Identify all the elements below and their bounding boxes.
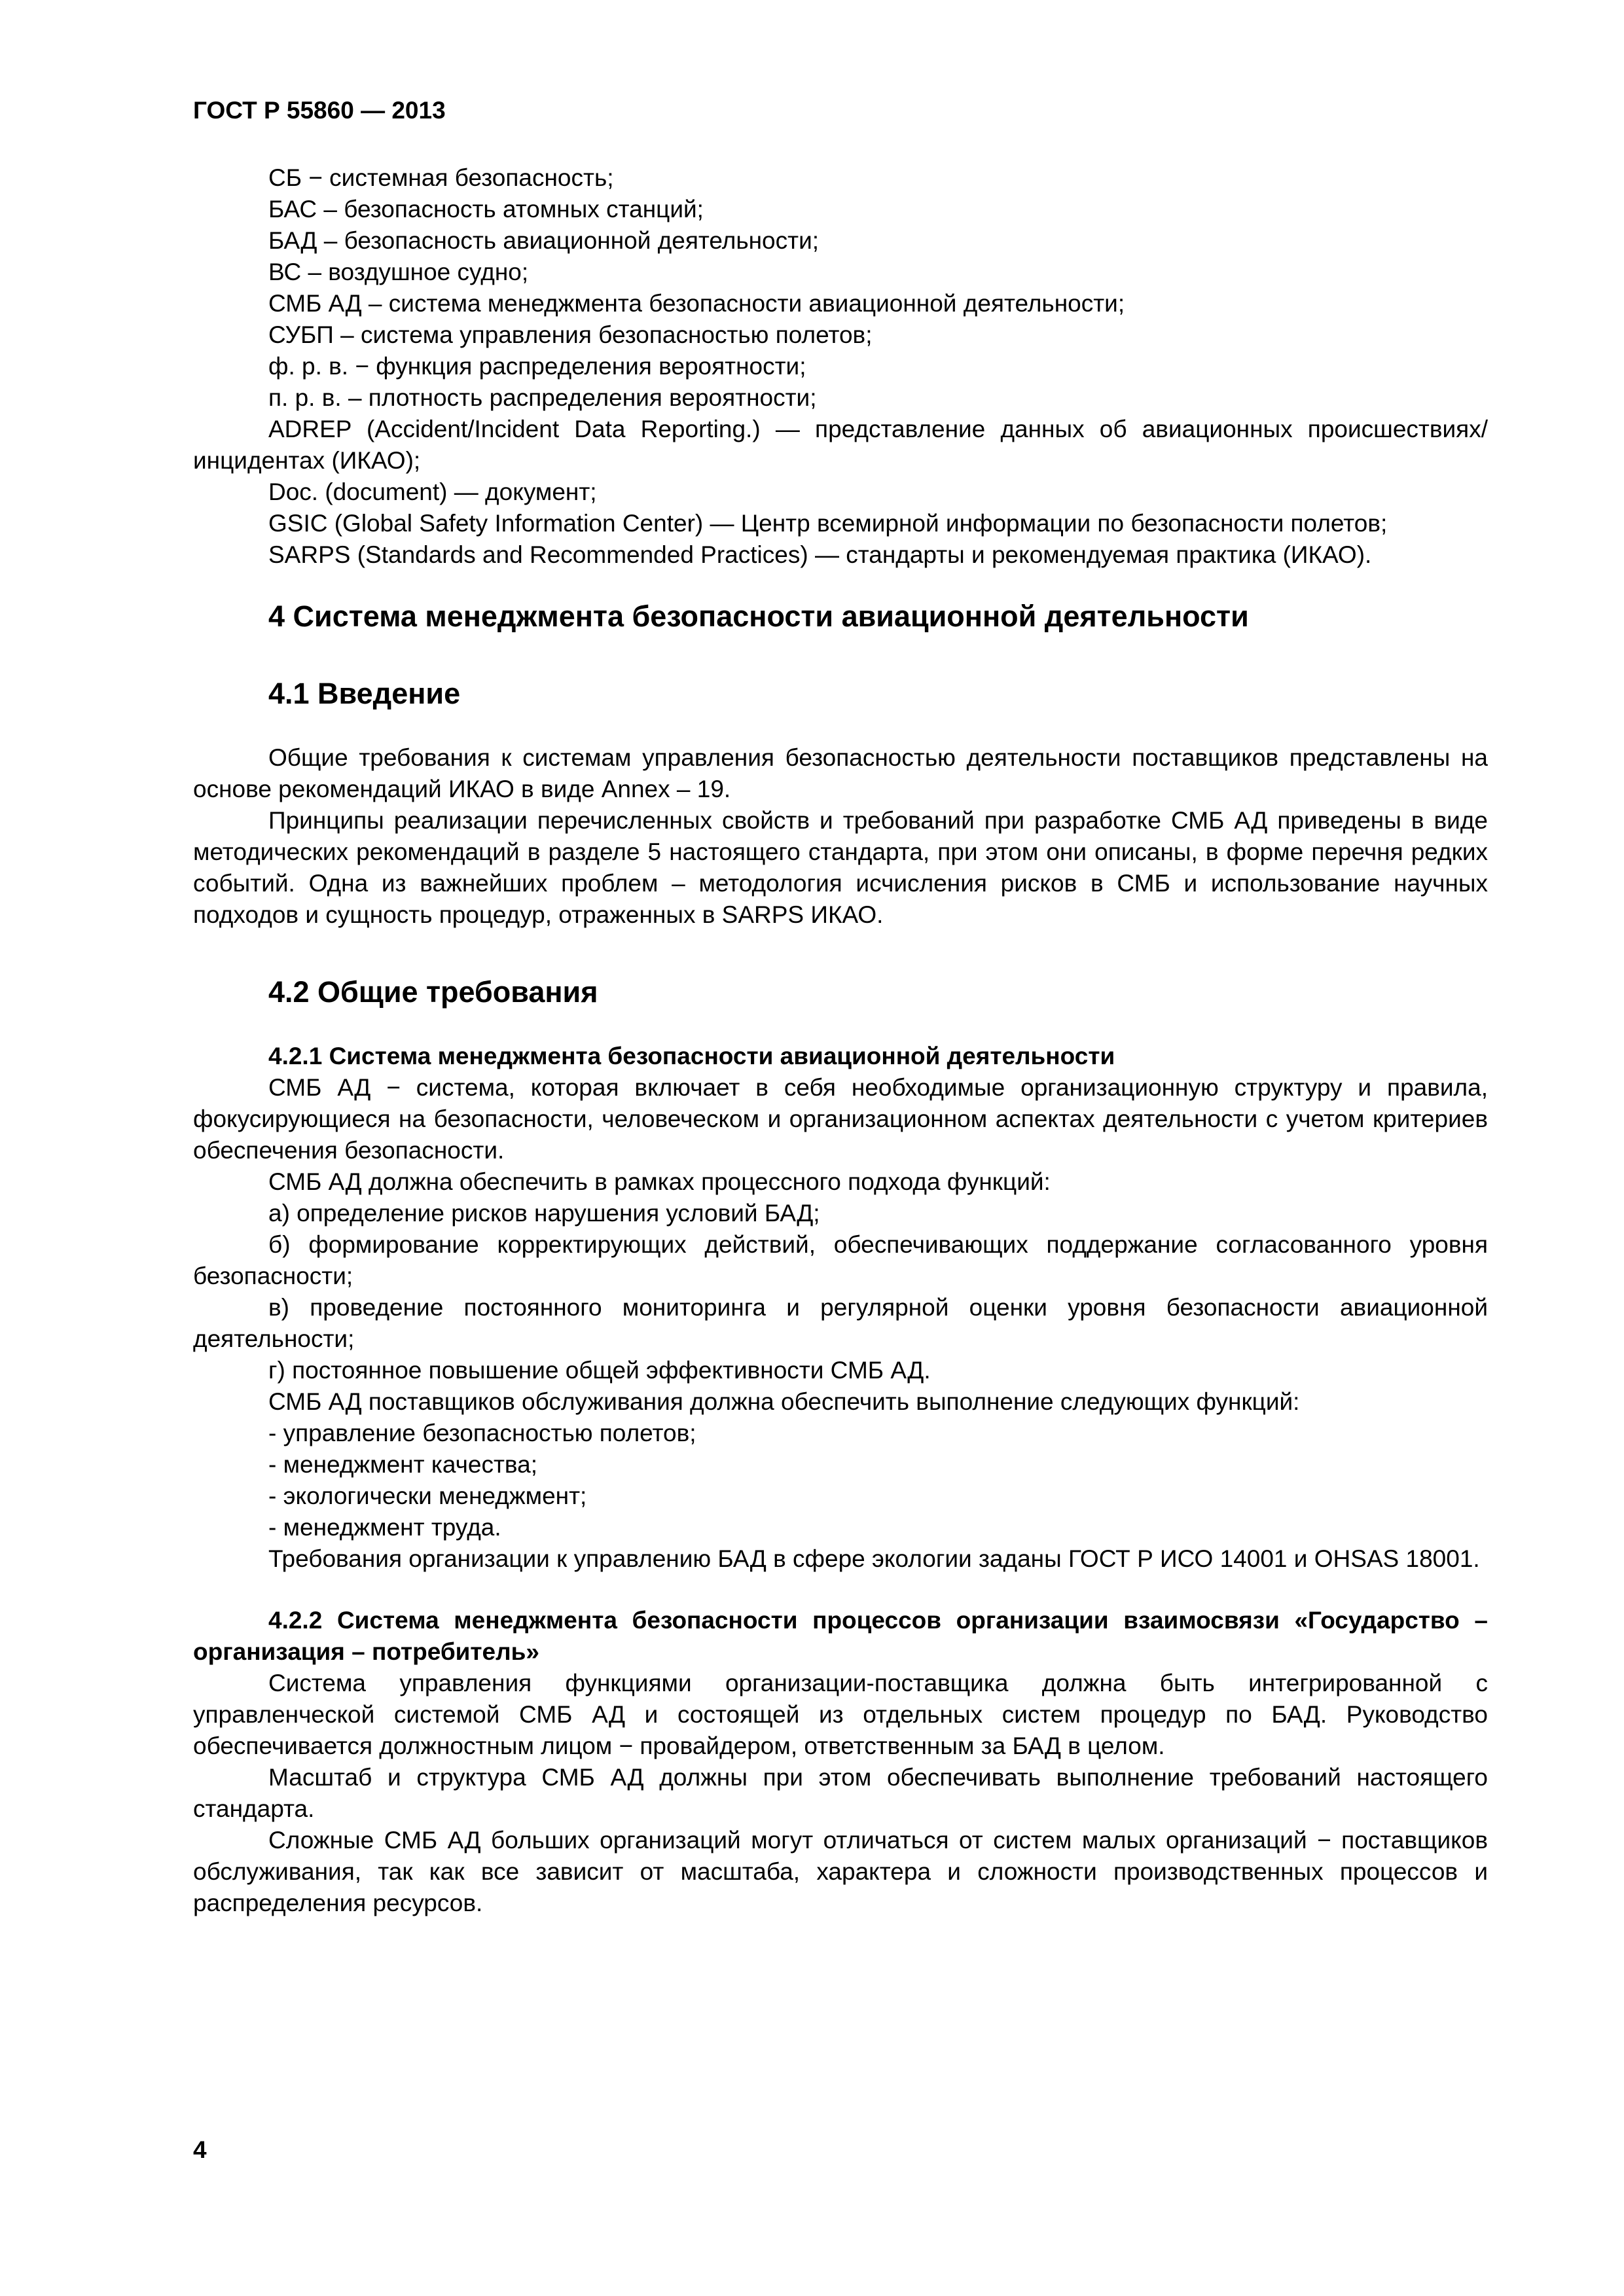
abbreviation-item: п. р. в. – плотность распределения вероятности;	[268, 384, 817, 411]
document-body	[193, 162, 1488, 1919]
abbreviation-item: Doc. (document) — документ;	[268, 478, 597, 505]
paragraph: СМБ АД − система, которая включает в себя необходимые организационную структуру и правила, фокусирующиеся на безопасности, человеческом и организационном аспектах деятельности с учетом критериев обеспечения безопасности.	[193, 1074, 1488, 1164]
paragraph: СМБ АД поставщиков обслуживания должна обеспечить выполнение следующих функций:	[268, 1388, 1300, 1415]
abbreviation-item: ВС – воздушное судно;	[268, 259, 529, 285]
list-item: в) проведение постоянного мониторинга и регулярной оценки уровня безопасности авиационной деятельности;	[193, 1294, 1488, 1352]
list-item: - управление безопасностью полетов;	[268, 1420, 696, 1446]
list-item: - менеджмент качества;	[268, 1451, 537, 1478]
abbreviation-item: СМБ АД – система менеджмента безопасности авиационной деятельности;	[268, 290, 1125, 317]
abbreviation-item: БАС – безопасность атомных станций;	[268, 196, 704, 223]
section-4-1-heading: 4.1 Введение	[268, 677, 461, 710]
paragraph: Требования организации к управлению БАД в сфере экологии заданы ГОСТ Р ИСО 14001 и OHSAS 18001.	[268, 1545, 1480, 1572]
paragraph: Система управления функциями организации-поставщика должна быть интегрированной с управленческой системой СМБ АД и состоящей из отдельных систем процедур по БАД. Руководство обеспечивается должностным лицом − провайдером, ответственным за БАД в целом.	[193, 1670, 1488, 1759]
list-item: б) формирование корректирующих действий, обеспечивающих поддержание согласованного уровня безопасности;	[193, 1231, 1488, 1289]
list-item: - экологически менеджмент;	[268, 1482, 587, 1509]
section-4-2-heading: 4.2 Общие требования	[268, 975, 598, 1009]
abbreviation-item: SARPS (Standards and Recommended Practices) — стандарты и рекомендуемая практика (ИКАО).	[268, 541, 1372, 568]
list-item: а) определение рисков нарушения условий БАД;	[268, 1200, 820, 1227]
list-item: г) постоянное повышение общей эффективности СМБ АД.	[268, 1357, 931, 1384]
paragraph: Общие требования к системам управления безопасностью деятельности поставщиков представлены на основе рекомендаций ИКАО в виде Annex – 19.	[193, 744, 1488, 802]
paragraph: Масштаб и структура СМБ АД должны при этом обеспечивать выполнение требований настоящего стандарта.	[193, 1764, 1488, 1822]
abbreviation-item: ADREP (Accident/Incident Data Reporting.) — представление данных об авиационных происшествиях/инцидентах (ИКАО);	[193, 416, 1488, 474]
section-4-heading: 4 Система менеджмента безопасности авиационной деятельности	[268, 600, 1249, 633]
abbreviation-item: СБ − системная безопасность;	[268, 164, 614, 191]
page-number: 4	[193, 2136, 207, 2163]
section-4-2-1-heading: 4.2.1 Система менеджмента безопасности авиационной деятельности	[268, 1043, 1115, 1069]
section-4-2-2-heading: 4.2.2 Система менеджмента безопасности процессов организации взаимосвязи «Государство – организация – потребитель»	[193, 1607, 1488, 1665]
abbreviation-item: БАД – безопасность авиационной деятельности;	[268, 227, 820, 254]
paragraph: Сложные СМБ АД больших организаций могут отличаться от систем малых организаций − поставщиков обслуживания, так как все зависит от масштаба, характера и сложности производственных процессов и распределения ресурсов.	[193, 1827, 1488, 1916]
page-header: ГОСТ Р 55860 — 2013	[193, 97, 446, 124]
list-item: - менеджмент труда.	[268, 1514, 501, 1541]
paragraph: СМБ АД должна обеспечить в рамках процессного подхода функций:	[268, 1168, 1051, 1195]
abbreviation-item: GSIC (Global Safety Information Center) — Центр всемирной информации по безопасности полетов;	[268, 510, 1388, 537]
abbreviations-list	[193, 162, 1488, 571]
abbreviation-item: СУБП – система управления безопасностью полетов;	[268, 321, 873, 348]
abbreviation-item: ф. р. в. − функция распределения вероятности;	[268, 353, 806, 380]
paragraph: Принципы реализации перечисленных свойств и требований при разработке СМБ АД приведены в виде методических рекомендаций в разделе 5 настоящего стандарта, при этом они описаны, в форме перечня редких событий. Одна из важнейших проблем – методология исчисления рисков в СМБ и использование научных подходов и сущность процедур, отраженных в SARPS ИКАО.	[193, 807, 1488, 928]
